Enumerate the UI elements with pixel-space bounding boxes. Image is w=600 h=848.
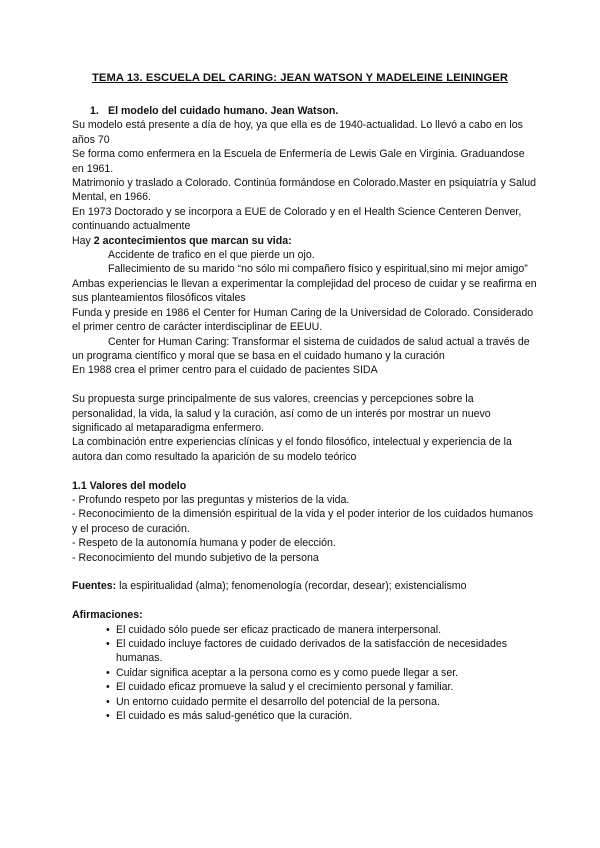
bio-line: Funda y preside en 1986 el Center for Human Caring de la Universidad de Colorado. Considerado el primer centro de carácter interdisciplinar de EEUU. <box>72 306 534 334</box>
center-line <box>72 335 537 364</box>
combination-paragraph: La combinación entre experiencias clínicas y el fondo filosófico, intelectual y experiencia de la autora dan como resultado la aparición de su modelo teórico <box>72 436 512 463</box>
center-line-text: Center for Human Caring: Transformar el sistema de cuidados de salud actual a través de un programa científico y moral que se basa en el cuidado humano y la curación <box>72 335 530 362</box>
events-intro-text: Hay <box>72 234 94 247</box>
event-item: Fallecimiento de su marido “no sólo mi compañero físico y espiritual,sino mi mejor amigo” <box>108 263 528 276</box>
bio-line: En 1973 Doctorado y se incorpora a EUE de Colorado y en el Health Science Centeren Denver, continuando actualmente <box>72 205 522 233</box>
affirmation-item: • Cuidar significa aceptar a la persona como es y como puede llegar a ser. <box>106 666 537 680</box>
section-1-number: 1. <box>90 105 99 117</box>
affirmation-item: • El cuidado es más salud-genético que la curación. <box>106 709 537 723</box>
affirmation-item: • El cuidado sólo puede ser eficaz practicado de manera interpersonal. <box>106 623 537 637</box>
sources-label: Fuentes: <box>72 580 117 593</box>
sources-text: la espiritualidad (alma); fenomenología (recordar, desear); existencialismo <box>116 580 467 593</box>
value-item: - Reconocimiento de la dimensión espiritual de la vida y el poder interior de los cuidados humanos y el proceso de curación. <box>72 508 534 535</box>
events-intro-bold: 2 acontecimientos que marcan su vida: <box>93 234 292 247</box>
value-item: - Reconocimiento del mundo subjetivo de la persona <box>72 551 319 564</box>
affirmation-item: • El cuidado incluye factores de cuidado derivados de la satisfacción de necesidades humanas. <box>106 637 537 666</box>
proposal-paragraph: Su propuesta surge principalmente de sus valores, creencias y percepciones sobre la personalidad, la vida, la salud y la curación, así como de un interés por mostrar un nuevo significado al metaparadigma enfermero. <box>72 393 491 434</box>
value-item: - Respeto de la autonomía humana y poder de elección. <box>72 537 336 550</box>
section-1-title: El modelo del cuidado humano. Jean Watson. <box>108 105 339 117</box>
affirmation-item: • El cuidado eficaz promueve la salud y el crecimiento personal y familiar. <box>106 680 537 694</box>
section-1-heading <box>90 104 537 118</box>
sida-line: En 1988 crea el primer centro para el cuidado de pacientes SIDA <box>72 364 378 377</box>
values-heading: 1.1 Valores del modelo <box>72 479 187 492</box>
document-title: TEMA 13. ESCUELA DEL CARING: JEAN WATSON Y MADELEINE LEININGER <box>91 72 509 84</box>
affirmation-item: • Un entorno cuidado permite el desarrollo del potencial de la persona. <box>106 695 537 709</box>
document-body <box>72 104 537 723</box>
bio-line: Su modelo está presente a día de hoy, ya que ella es de 1940-actualidad. Lo llevó a cabo en los años 70 <box>72 119 523 146</box>
events-intro <box>72 234 537 248</box>
event-item: Accidente de trafico en el que pierde un ojo. <box>108 249 315 262</box>
bio-line: Se forma como enfermera en la Escuela de Enfermería de Lewis Gale en Virginia. Graduandose en 1961. <box>72 148 525 175</box>
sources-line <box>72 579 537 593</box>
affirmations-list <box>72 623 537 724</box>
value-item: - Profundo respeto por las preguntas y misterios de la vida. <box>72 493 350 506</box>
bio-line: Ambas experiencias le llevan a experimentar la complejidad del proceso de cuidar y se reafirma en sus planteamientos filosóficos vitales <box>72 277 537 305</box>
affirmations-heading: Afirmaciones: <box>72 609 143 622</box>
bio-line: Matrimonio y traslado a Colorado. Continúa formándose en Colorado.Master en psiquiatría y Salud Mental, en 1966. <box>72 177 537 204</box>
